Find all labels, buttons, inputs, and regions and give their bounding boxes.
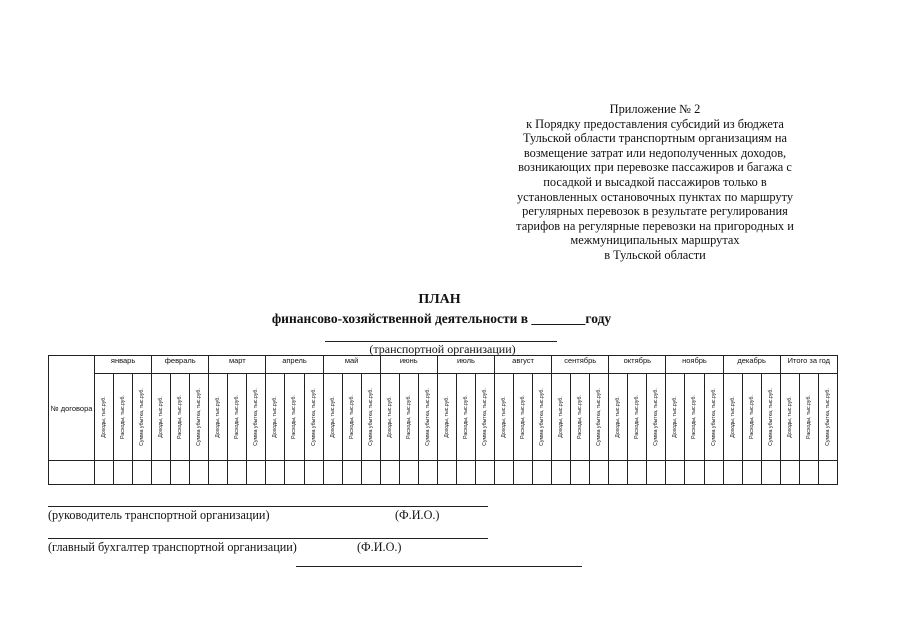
table-cell — [361, 461, 380, 485]
table-cell — [380, 461, 399, 485]
month-header: май — [323, 356, 380, 374]
column-subheader — [171, 373, 190, 461]
column-subheader — [571, 373, 590, 461]
table-cell — [49, 461, 95, 485]
appendix-line: в Тульской области — [604, 247, 706, 262]
column-subheader — [609, 373, 628, 461]
appendix-line: установленных остановочных пунктах по маршруту — [516, 189, 794, 204]
column-subheader-label: Сумма убытка, тыс.руб. — [596, 388, 603, 446]
subheader-row — [49, 373, 838, 461]
column-subheader-label: Расходы, тыс.руб. — [577, 395, 584, 439]
column-subheader — [209, 373, 228, 461]
column-subheader — [285, 373, 304, 461]
column-subheader-label: Сумма убытка, тыс.руб. — [139, 388, 146, 446]
table-cell — [209, 461, 228, 485]
column-subheader — [380, 373, 399, 461]
column-subheader — [247, 373, 266, 461]
column-subheader — [590, 373, 609, 461]
month-header-row — [49, 356, 838, 374]
signature-line-accountant — [48, 538, 488, 539]
table-cell — [552, 461, 571, 485]
table-cell — [647, 461, 666, 485]
column-subheader — [818, 373, 837, 461]
column-subheader — [418, 373, 437, 461]
appendix-line: тарифов на регулярные перевозки на пригородных и — [516, 218, 794, 233]
column-subheader — [742, 373, 761, 461]
month-header: октябрь — [609, 356, 666, 374]
column-subheader-label: Расходы, тыс.руб. — [520, 395, 527, 439]
appendix-header — [480, 102, 830, 263]
column-subheader — [152, 373, 171, 461]
column-subheader-label: Расходы, тыс.руб. — [748, 395, 755, 439]
column-subheader-label: Доходы, тыс.руб. — [386, 396, 393, 438]
column-subheader — [456, 373, 475, 461]
column-subheader — [228, 373, 247, 461]
column-subheader — [494, 373, 513, 461]
column-subheader-label: Расходы, тыс.руб. — [462, 395, 469, 439]
table-cell — [704, 461, 723, 485]
appendix-line: регулярных перевозок в результате регулирования — [522, 204, 788, 219]
table-cell — [475, 461, 494, 485]
table-cell — [761, 461, 780, 485]
column-subheader-label: Расходы, тыс.руб. — [405, 395, 412, 439]
appendix-line: возмещение затрат или недополученных доходов, — [523, 145, 787, 160]
table-cell — [799, 461, 818, 485]
month-header: апрель — [266, 356, 323, 374]
table-cell — [95, 461, 114, 485]
table-cell — [609, 461, 628, 485]
table-cell — [590, 461, 609, 485]
month-header: ноябрь — [666, 356, 723, 374]
column-subheader-label: Доходы, тыс.руб. — [501, 396, 507, 438]
table-cell — [304, 461, 323, 485]
table-cell — [190, 461, 209, 485]
column-subheader-label: Расходы, тыс.руб. — [120, 395, 127, 439]
accountant-signature-label: (главный бухгалтер транспортной организации) — [48, 540, 297, 554]
column-subheader-label: Доходы, тыс.руб. — [672, 396, 679, 438]
appendix-line: посадкой и высадкой пассажиров только в — [543, 174, 767, 189]
month-header: февраль — [152, 356, 209, 374]
column-subheader — [799, 373, 818, 461]
table-cell — [399, 461, 418, 485]
appendix-line: к Порядку предоставления субсидий из бюджета — [526, 116, 784, 131]
column-subheader-label: Расходы, тыс.руб. — [234, 395, 241, 439]
table-cell — [514, 461, 533, 485]
column-subheader — [475, 373, 494, 461]
column-subheader-label: Расходы, тыс.руб. — [691, 395, 698, 439]
signature-line-head — [48, 506, 488, 507]
head-signature-label: (руководитель транспортной организации) — [48, 508, 270, 522]
column-subheader — [114, 373, 133, 461]
plan-title: ПЛАН — [418, 292, 461, 307]
column-subheader-label: Расходы, тыс.руб. — [634, 395, 641, 439]
table-cell — [228, 461, 247, 485]
column-subheader-label: Сумма убытка, тыс.руб. — [767, 388, 774, 446]
column-subheader-label: Доходы, тыс.руб. — [101, 396, 108, 438]
accountant-fio-label: (Ф.И.О.) — [357, 540, 402, 554]
table-cell — [114, 461, 133, 485]
appendix-line: Приложение № 2 — [609, 102, 701, 116]
column-subheader-label: Сумма убытка, тыс.руб. — [196, 388, 203, 446]
table-cell — [628, 461, 647, 485]
column-subheader-label: Доходы, тыс.руб. — [215, 396, 222, 438]
column-subheader — [628, 373, 647, 461]
column-subheader-label: Доходы, тыс.руб. — [443, 396, 450, 438]
month-header: январь — [95, 356, 152, 374]
column-subheader-label: Доходы, тыс.руб. — [158, 396, 165, 438]
column-subheader — [342, 373, 361, 461]
column-subheader — [761, 373, 780, 461]
table-cell — [247, 461, 266, 485]
column-subheader — [666, 373, 685, 461]
month-header: декабрь — [723, 356, 780, 374]
column-subheader — [685, 373, 704, 461]
table-cell — [266, 461, 285, 485]
table-cell — [323, 461, 342, 485]
table-cell — [780, 461, 799, 485]
bottom-line — [296, 566, 582, 567]
column-subheader — [552, 373, 571, 461]
column-subheader — [133, 373, 152, 461]
head-fio-label: (Ф.И.О.) — [395, 508, 440, 522]
column-subheader-label: Сумма убытка, тыс.руб. — [310, 388, 317, 446]
column-subheader-label: Доходы, тыс.руб. — [272, 396, 279, 438]
plan-table — [48, 355, 838, 485]
column-subheader-label: Расходы, тыс.руб. — [805, 395, 812, 439]
column-subheader-label: Сумма убытка, тыс.руб. — [424, 388, 431, 446]
column-subheader — [304, 373, 323, 461]
appendix-line: Тульской области транспортным организациям на — [523, 131, 787, 146]
column-subheader-label: Доходы, тыс.руб. — [558, 396, 565, 438]
column-subheader-label: Расходы, тыс.руб. — [348, 395, 355, 439]
month-header: июнь — [380, 356, 437, 374]
table-row — [49, 461, 838, 485]
month-header: июль — [437, 356, 494, 374]
column-subheader — [266, 373, 285, 461]
column-subheader-label: Сумма убытка, тыс.руб. — [253, 388, 260, 446]
table-cell — [152, 461, 171, 485]
column-subheader-label: Сумма убытка, тыс.руб. — [481, 388, 488, 446]
table-cell — [685, 461, 704, 485]
month-header: август — [494, 356, 551, 374]
table-cell — [494, 461, 513, 485]
table-cell — [723, 461, 742, 485]
column-subheader-label: Сумма убытка, тыс.руб. — [367, 388, 374, 446]
table-cell — [742, 461, 761, 485]
column-subheader — [399, 373, 418, 461]
column-subheader — [723, 373, 742, 461]
table-cell — [666, 461, 685, 485]
table-cell — [133, 461, 152, 485]
column-subheader-label: Доходы, тыс.руб. — [729, 396, 736, 438]
table-cell — [818, 461, 837, 485]
table-cell — [342, 461, 361, 485]
column-subheader — [514, 373, 533, 461]
column-subheader-label: Сумма убытка, тыс.руб. — [653, 388, 660, 446]
column-subheader — [361, 373, 380, 461]
appendix-line: возникающих при перевозке пассажиров и багажа с — [518, 160, 792, 175]
column-subheader — [95, 373, 114, 461]
column-subheader-label: Сумма убытка, тыс.руб. — [539, 388, 546, 446]
contract-number-header: № договора — [49, 356, 95, 461]
table-cell — [285, 461, 304, 485]
column-subheader — [190, 373, 209, 461]
plan-subtitle: финансово-хозяйственной деятельности в ________году — [271, 311, 612, 326]
table-cell — [418, 461, 437, 485]
month-header: сентябрь — [552, 356, 609, 374]
column-subheader — [323, 373, 342, 461]
column-subheader — [533, 373, 552, 461]
table-cell — [171, 461, 190, 485]
column-subheader-label: Доходы, тыс.руб. — [615, 396, 622, 438]
column-subheader-label: Доходы, тыс.руб. — [786, 396, 793, 438]
column-subheader — [437, 373, 456, 461]
column-subheader — [780, 373, 799, 461]
table-cell — [456, 461, 475, 485]
column-subheader-label: Доходы, тыс.руб. — [329, 396, 336, 438]
table-cell — [533, 461, 552, 485]
month-header: март — [209, 356, 266, 374]
column-subheader-label: Сумма убытка, тыс.руб. — [824, 388, 831, 446]
column-subheader-label: Расходы, тыс.руб. — [291, 395, 298, 439]
table-cell — [437, 461, 456, 485]
table-cell — [571, 461, 590, 485]
column-subheader — [647, 373, 666, 461]
column-subheader-label: Сумма убытка, тыс.руб. — [710, 388, 717, 446]
column-subheader — [704, 373, 723, 461]
appendix-line: межмуниципальных маршрутах — [570, 233, 740, 248]
column-subheader-label: Расходы, тыс.руб. — [177, 395, 184, 439]
month-header: Итого за год — [780, 356, 837, 374]
org-name-label: (транспортной организации) — [369, 342, 516, 356]
